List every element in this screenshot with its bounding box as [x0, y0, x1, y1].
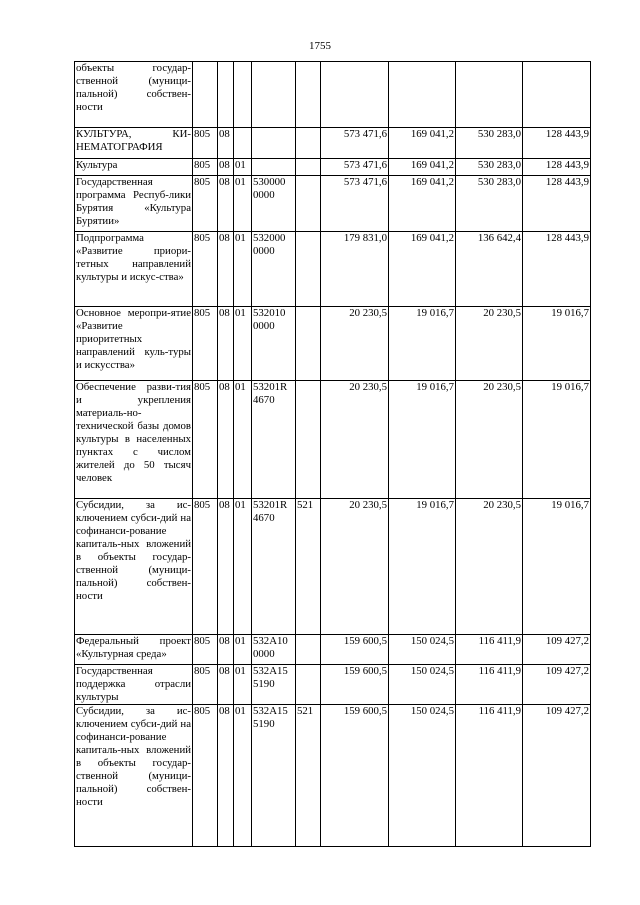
- amount-1-cell: 179 831,0: [321, 232, 389, 306]
- expense-type-cell: [296, 128, 321, 158]
- section-code-cell: 08: [218, 232, 234, 306]
- ministry-code-cell: 805: [193, 498, 218, 634]
- amount-2-cell: 169 041,2: [389, 128, 456, 158]
- amount-3-cell: [456, 62, 523, 128]
- ministry-code-cell: 805: [193, 664, 218, 704]
- table-row: [75, 380, 591, 498]
- expense-type-cell: [296, 634, 321, 664]
- ministry-code-cell: 805: [193, 232, 218, 306]
- expense-type-cell: [296, 664, 321, 704]
- ministry-code-cell: 805: [193, 158, 218, 175]
- target-article-cell: 53201R 4670: [252, 380, 296, 498]
- amount-4-cell: 128 443,9: [523, 175, 591, 231]
- target-article-cell: 532000 0000: [252, 232, 296, 306]
- subsection-code-cell: 01: [234, 634, 252, 664]
- target-article-cell: 532010 0000: [252, 306, 296, 380]
- amount-1-cell: [321, 62, 389, 128]
- subsection-code-cell: 01: [234, 380, 252, 498]
- amount-3-cell: 20 230,5: [456, 380, 523, 498]
- amount-3-cell: 116 411,9: [456, 664, 523, 704]
- amount-2-cell: [389, 62, 456, 128]
- row-name-cell: КУЛЬТУРА, КИ-​НЕМАТОГРАФИЯ: [75, 128, 193, 158]
- ministry-code-cell: 805: [193, 175, 218, 231]
- ministry-code-cell: 805: [193, 380, 218, 498]
- budget-table: [74, 61, 591, 847]
- target-article-cell: 53201R 4670: [252, 498, 296, 634]
- amount-2-cell: 19 016,7: [389, 498, 456, 634]
- section-code-cell: 08: [218, 634, 234, 664]
- table-row: [75, 634, 591, 664]
- subsection-code-cell: [234, 128, 252, 158]
- amount-4-cell: 128 443,9: [523, 232, 591, 306]
- table-row: [75, 62, 591, 128]
- section-code-cell: 08: [218, 380, 234, 498]
- amount-1-cell: 159 600,5: [321, 634, 389, 664]
- section-code-cell: 08: [218, 306, 234, 380]
- target-article-cell: [252, 62, 296, 128]
- amount-4-cell: 128 443,9: [523, 128, 591, 158]
- amount-1-cell: 20 230,5: [321, 306, 389, 380]
- target-article-cell: 532А15 5190: [252, 705, 296, 847]
- amount-3-cell: 20 230,5: [456, 306, 523, 380]
- amount-2-cell: 150 024,5: [389, 664, 456, 704]
- amount-4-cell: 109 427,2: [523, 664, 591, 704]
- amount-3-cell: 530 283,0: [456, 128, 523, 158]
- target-article-cell: 532А15 5190: [252, 664, 296, 704]
- amount-1-cell: 20 230,5: [321, 380, 389, 498]
- section-code-cell: 08: [218, 175, 234, 231]
- amount-3-cell: 116 411,9: [456, 634, 523, 664]
- page-number: 1755: [309, 40, 331, 52]
- amount-1-cell: 573 471,6: [321, 175, 389, 231]
- amount-1-cell: 573 471,6: [321, 158, 389, 175]
- amount-2-cell: 169 041,2: [389, 232, 456, 306]
- row-name-cell: Федеральный проект «Культурная среда»: [75, 634, 193, 664]
- amount-1-cell: 159 600,5: [321, 705, 389, 847]
- amount-2-cell: 150 024,5: [389, 705, 456, 847]
- subsection-code-cell: [234, 62, 252, 128]
- amount-4-cell: 19 016,7: [523, 498, 591, 634]
- table-row: [75, 128, 591, 158]
- amount-4-cell: 109 427,2: [523, 705, 591, 847]
- ministry-code-cell: 805: [193, 306, 218, 380]
- amount-1-cell: 573 471,6: [321, 128, 389, 158]
- row-name-cell: Государственная поддержка отрасли культуры: [76, 664, 191, 703]
- amount-3-cell: 530 283,0: [456, 175, 523, 231]
- expense-type-cell: 521: [296, 498, 321, 634]
- expense-type-cell: [296, 62, 321, 128]
- ministry-code-cell: 805: [193, 128, 218, 158]
- subsection-code-cell: 01: [234, 664, 252, 704]
- amount-2-cell: 169 041,2: [389, 158, 456, 175]
- section-code-cell: 08: [218, 128, 234, 158]
- expense-type-cell: 521: [296, 705, 321, 847]
- row-name-cell: Обеспечение разви-​тия и укрепления материаль-​но-технической базы домов культуры в населенных пунктах с числом жителей до 50 тысяч человек: [75, 380, 193, 498]
- section-code-cell: 08: [218, 158, 234, 175]
- subsection-code-cell: 01: [234, 705, 252, 847]
- ministry-code-cell: [193, 62, 218, 128]
- expense-type-cell: [296, 380, 321, 498]
- amount-4-cell: 109 427,2: [523, 634, 591, 664]
- row-name-cell: объекты государ-​ственной (муници-​пальной) собствен-​ности: [75, 62, 193, 128]
- table-row: [75, 158, 591, 175]
- row-name-cell: Субсидии, за ис-​ключением субси-​дий на софинанси-​рование капиталь-​ных вложений в объекты государ-​ственной (муници-​пальной) собствен-​ности: [75, 498, 193, 634]
- section-code-cell: 08: [218, 664, 234, 704]
- subsection-code-cell: 01: [234, 158, 252, 175]
- table-row: [75, 175, 591, 231]
- amount-3-cell: 136 642,4: [456, 232, 523, 306]
- row-name-cell: Государственная программа Респуб-​лики Бурятия «Культура Бурятии»: [75, 175, 193, 231]
- amount-4-cell: 19 016,7: [523, 306, 591, 380]
- row-name-cell: Подпрограмма «Развитие приори-​тетных направлений культуры и искус-​ства»: [75, 232, 193, 306]
- expense-type-cell: [296, 232, 321, 306]
- amount-1-cell: 20 230,5: [321, 498, 389, 634]
- amount-3-cell: 20 230,5: [456, 498, 523, 634]
- amount-4-cell: [523, 62, 591, 128]
- amount-2-cell: 19 016,7: [389, 306, 456, 380]
- amount-2-cell: 150 024,5: [389, 634, 456, 664]
- target-article-cell: 532А10 0000: [252, 634, 296, 664]
- amount-3-cell: 116 411,9: [456, 705, 523, 847]
- target-article-cell: [252, 158, 296, 175]
- row-name-cell: Субсидии, за ис-​ключением субси-​дий на софинанси-​рование капиталь-​ных вложений в объекты государ-​ственной (муници-​пальной) собствен-​ности: [75, 705, 193, 847]
- amount-3-cell: 530 283,0: [456, 158, 523, 175]
- row-name-cell: Основное меропри-​ятие «Развитие приоритетных направлений куль-​туры и искусства»: [75, 306, 193, 380]
- target-article-cell: [252, 128, 296, 158]
- table-row: [75, 306, 591, 380]
- table-row: [75, 664, 591, 704]
- table-row: [75, 232, 591, 306]
- ministry-code-cell: 805: [193, 705, 218, 847]
- budget-table-body: [75, 62, 591, 847]
- amount-4-cell: 128 443,9: [523, 158, 591, 175]
- row-name-cell: Культура: [75, 158, 193, 175]
- subsection-code-cell: 01: [234, 306, 252, 380]
- expense-type-cell: [296, 306, 321, 380]
- ministry-code-cell: 805: [193, 634, 218, 664]
- target-article-cell: 530000 0000: [252, 175, 296, 231]
- amount-4-cell: 19 016,7: [523, 380, 591, 498]
- amount-2-cell: 19 016,7: [389, 380, 456, 498]
- table-row: [75, 705, 591, 847]
- section-code-cell: 08: [218, 705, 234, 847]
- subsection-code-cell: 01: [234, 498, 252, 634]
- section-code-cell: [218, 62, 234, 128]
- expense-type-cell: [296, 158, 321, 175]
- table-row: [75, 498, 591, 634]
- expense-type-cell: [296, 175, 321, 231]
- subsection-code-cell: 01: [234, 232, 252, 306]
- amount-1-cell: 159 600,5: [321, 664, 389, 704]
- subsection-code-cell: 01: [234, 175, 252, 231]
- section-code-cell: 08: [218, 498, 234, 634]
- amount-2-cell: 169 041,2: [389, 175, 456, 231]
